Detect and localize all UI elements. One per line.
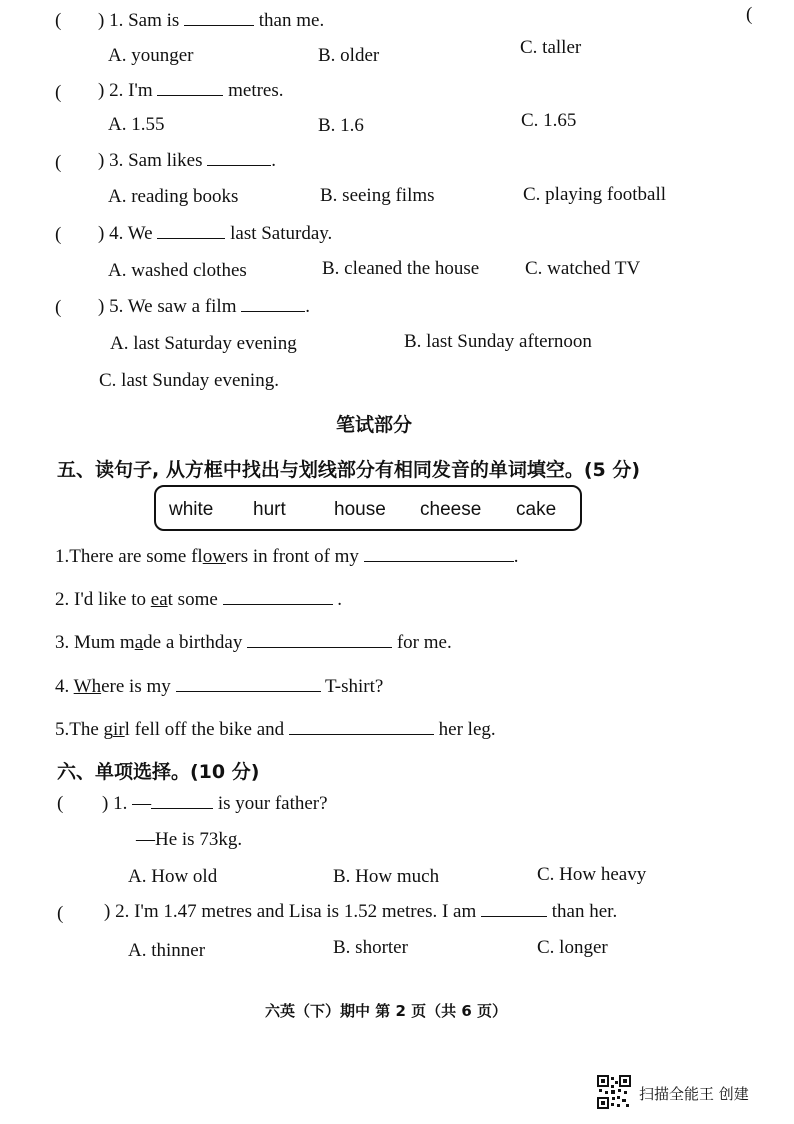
blank-line[interactable] <box>481 901 547 917</box>
word-house: house <box>334 499 386 520</box>
s6-question-2 <box>104 901 617 923</box>
q-num: 1. <box>109 10 124 31</box>
item-text: 2. I'd like to <box>55 589 151 610</box>
q-after: than me. <box>258 10 325 31</box>
blank-line[interactable] <box>157 223 225 239</box>
close-paren: ) <box>98 296 105 317</box>
qr-code-icon <box>597 1075 631 1109</box>
s5-item-3 <box>55 632 452 654</box>
answer-paren: ( <box>55 297 62 318</box>
item-text: 3. Mum m <box>55 632 135 653</box>
blank-line[interactable] <box>247 632 392 648</box>
q-num: 1. <box>113 793 128 814</box>
blank-line[interactable] <box>207 150 271 166</box>
blank-line[interactable] <box>223 589 333 605</box>
item-end: . <box>337 589 343 610</box>
question-3 <box>98 150 276 172</box>
option-c: C. How heavy <box>537 864 647 885</box>
s6-q1-answer: —He is 73kg. <box>136 829 243 850</box>
option-c: C. taller <box>520 37 582 58</box>
close-paren: ) <box>102 793 109 814</box>
answer-paren: ( <box>55 10 62 31</box>
underlined-sound: ea <box>150 589 168 610</box>
underlined-sound: Wh <box>73 676 102 697</box>
blank-line[interactable] <box>176 676 321 692</box>
q-num: 2. <box>109 80 124 101</box>
s5-item-1 <box>55 546 518 568</box>
option-c: C. watched TV <box>525 258 641 279</box>
answer-paren: ( <box>55 82 62 103</box>
q-before: We <box>127 223 153 244</box>
underlined-sound: ir <box>113 719 125 740</box>
dash: — <box>132 793 152 814</box>
s5-item-5 <box>55 719 496 741</box>
close-paren: ) <box>98 150 105 171</box>
item-end: T-shirt? <box>324 676 384 697</box>
section5-title: 五、读句子, 从方框中找出与划线部分有相同发音的单词填空。(5 分) <box>57 459 641 481</box>
item-end: for me. <box>396 632 452 653</box>
item-text: ers in front of my <box>225 546 359 567</box>
s5-item-2 <box>55 589 342 611</box>
q-before: Sam is <box>128 10 180 31</box>
answer-paren: ( <box>55 152 62 173</box>
option-a: A. thinner <box>128 940 206 961</box>
blank-line[interactable] <box>157 80 223 96</box>
q-num: 3. <box>109 150 124 171</box>
q-after: than her. <box>551 901 618 922</box>
question-5 <box>98 296 310 318</box>
option-b: B. last Sunday afternoon <box>404 331 592 352</box>
option-b: B. seeing films <box>320 185 435 206</box>
word-hurt: hurt <box>253 499 286 520</box>
corner-paren: ( <box>746 4 753 25</box>
option-c: C. longer <box>537 937 608 958</box>
option-b: B. 1.6 <box>318 115 364 136</box>
item-text: ere is my <box>101 676 171 697</box>
scanner-watermark: 扫描全能王 创建 <box>639 1085 749 1103</box>
blank-line[interactable] <box>241 296 305 312</box>
q-before: Sam likes <box>128 150 203 171</box>
option-c: C. playing football <box>523 184 667 205</box>
question-1 <box>98 10 324 32</box>
item-text: 1.There are some fl <box>55 546 203 567</box>
item-end: her leg. <box>438 719 496 740</box>
item-end: . <box>513 546 519 567</box>
question-4 <box>98 223 332 245</box>
q-num: 2. <box>115 901 130 922</box>
word-white: white <box>169 499 214 520</box>
section6-title: 六、单项选择。(10 分) <box>57 761 260 783</box>
close-paren: ) <box>98 10 105 31</box>
underlined-sound: a <box>134 632 144 653</box>
item-text: 5.The g <box>55 719 114 740</box>
option-c: C. 1.65 <box>521 110 577 131</box>
q-after: last Saturday. <box>230 223 333 244</box>
item-text: l fell off the bike and <box>124 719 285 740</box>
option-a: A. washed clothes <box>108 260 247 281</box>
q-before: I'm 1.47 metres and Lisa is 1.52 metres. I am <box>134 901 477 922</box>
q-after: metres. <box>228 80 284 101</box>
blank-line[interactable] <box>364 546 514 562</box>
option-b: B. cleaned the house <box>322 258 480 279</box>
close-paren: ) <box>98 223 105 244</box>
word-cake: cake <box>516 499 557 520</box>
option-b: B. older <box>318 45 380 66</box>
option-a: A. younger <box>108 45 194 66</box>
close-paren: ) <box>104 901 111 922</box>
q-num: 5. <box>109 296 124 317</box>
q-after: . <box>271 150 276 171</box>
blank-line[interactable] <box>151 793 213 809</box>
item-text: t some <box>167 589 218 610</box>
q-after: . <box>305 296 310 317</box>
page-footer: 六英（下）期中 第 2 页（共 6 页） <box>265 1002 507 1020</box>
option-a: A. reading books <box>108 186 239 207</box>
written-part-title: 笔试部分 <box>336 414 413 436</box>
q-before: I'm <box>128 80 153 101</box>
s5-item-4 <box>55 676 383 698</box>
answer-paren: ( <box>55 224 62 245</box>
word-cheese: cheese <box>420 499 482 520</box>
word-box <box>154 485 582 531</box>
option-b: B. shorter <box>333 937 408 958</box>
option-a: A. How old <box>128 866 218 887</box>
underlined-sound: ow <box>202 546 226 567</box>
close-paren: ) <box>98 80 105 101</box>
item-text: 4. <box>55 676 74 697</box>
s6-question-1 <box>102 793 328 815</box>
answer-paren: ( <box>57 903 64 924</box>
option-a: A. 1.55 <box>108 114 165 135</box>
item-text: de a birthday <box>143 632 243 653</box>
blank-line[interactable] <box>184 10 254 26</box>
answer-paren: ( <box>57 793 64 814</box>
question-2 <box>98 80 284 102</box>
q-num: 4. <box>109 223 124 244</box>
option-a: A. last Saturday evening <box>110 333 297 354</box>
option-b: B. How much <box>333 866 440 887</box>
q-before: We saw a film <box>127 296 237 317</box>
option-c: C. last Sunday evening. <box>99 370 279 391</box>
q-after: is your father? <box>217 793 328 814</box>
blank-line[interactable] <box>289 719 434 735</box>
